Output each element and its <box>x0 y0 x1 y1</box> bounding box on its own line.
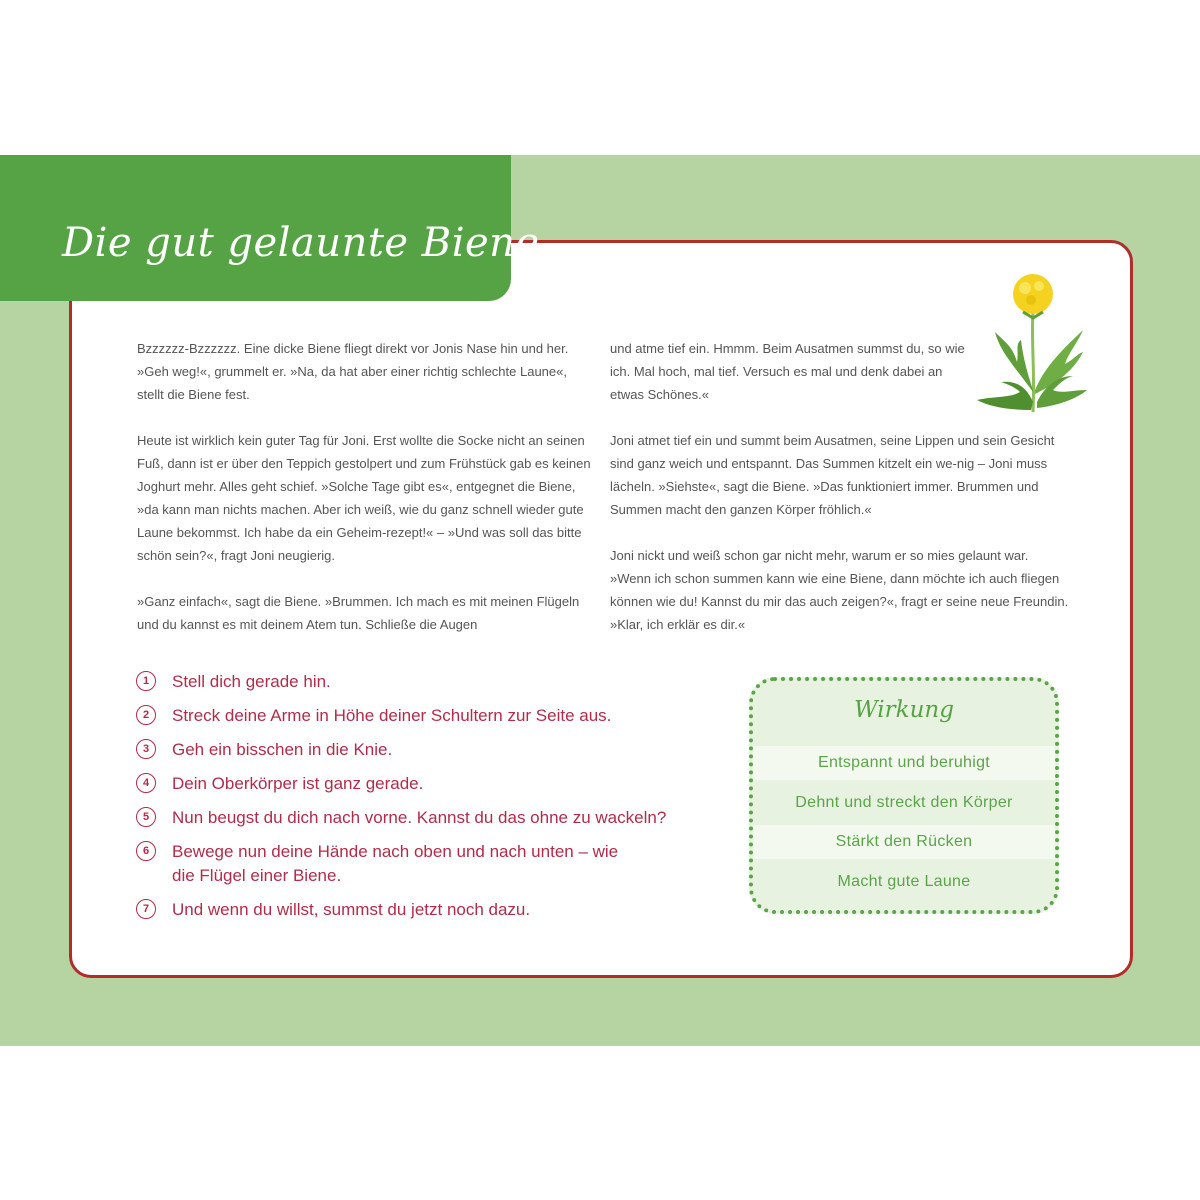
story-paragraph: Joni nickt und weiß schon gar nicht mehr, warum er so mies gelaunt war. »Wenn ich schon summen kann wie eine Biene, dann möchte ich auch fliegen können wie du! Kannst du mir das auch zeigen?«, fragt er seine neue Freundin. »Klar, ich erklär es dir.« <box>610 548 1069 632</box>
list-item <box>136 840 632 888</box>
step-number: 4 <box>136 773 156 793</box>
dandelion-icon <box>965 272 1100 420</box>
step-number: 1 <box>136 671 156 691</box>
story-paragraph: Bzzzzzz-Bzzzzzz. Eine dicke Biene fliegt direkt vor Jonis Nase hin und her. »Geh weg!«, grummelt er. »Na, da hat aber einer richtig schlechte Laune«, stellt die Biene fest. <box>137 341 569 402</box>
list-item <box>136 670 716 694</box>
story-paragraph: und atme tief ein. Hmmm. Beim Ausatmen summst du, so wie ich. Mal hoch, mal tief. Versuch es mal und denk dabei an etwas Schönes.« <box>610 341 965 402</box>
story-paragraph: Joni atmet tief ein und summt beim Ausatmen, seine Lippen und sein Gesicht sind ganz weich und entspannt. Das Summen kitzelt ein we-nig – Joni muss lächeln. »Siehste«, sagt die Biene. »Das funktioniert immer. Brummen und Summen macht den ganzen Körper fröhlich.« <box>610 433 1055 517</box>
step-number: 6 <box>136 841 156 861</box>
step-text: Geh ein bisschen in die Knie. <box>172 740 393 759</box>
list-item <box>136 704 716 728</box>
step-text: Nun beugst du dich nach vorne. Kannst du das ohne zu wackeln? <box>172 808 667 827</box>
wirkung-item: Stärkt den Rücken <box>753 825 1055 859</box>
instruction-list <box>136 670 716 932</box>
step-text: Und wenn du willst, summst du jetzt noch dazu. <box>172 900 531 919</box>
story-column-left <box>137 337 592 659</box>
story-paragraph: »Ganz einfach«, sagt die Biene. »Brummen. Ich mach es mit meinen Flügeln und du kannst es mit deinem Atem tun. Schließe die Augen <box>137 594 580 632</box>
step-text: Stell dich gerade hin. <box>172 672 331 691</box>
wirkung-item: Entspannt und beruhigt <box>753 746 1055 780</box>
wirkung-item: Macht gute Laune <box>837 873 971 890</box>
step-number: 7 <box>136 899 156 919</box>
step-number: 3 <box>136 739 156 759</box>
step-number: 2 <box>136 705 156 725</box>
wirkung-item: Dehnt und streckt den Körper <box>795 794 1013 811</box>
list-item <box>136 772 716 796</box>
list-item <box>136 898 716 922</box>
list-item <box>136 806 716 830</box>
page-title: Die gut gelaunte Biene <box>62 220 540 266</box>
step-text: Dein Oberkörper ist ganz gerade. <box>172 774 424 793</box>
step-text: Streck deine Arme in Höhe deiner Schultern zur Seite aus. <box>172 706 612 725</box>
step-number: 5 <box>136 807 156 827</box>
step-text: Bewege nun deine Hände nach oben und nach unten – wie die Flügel einer Biene. <box>172 842 619 885</box>
story-paragraph: Heute ist wirklich kein guter Tag für Joni. Erst wollte die Socke nicht an seinen Fuß, dann ist er über den Teppich gestolpert und zum Frühstück gab es keinen Joghurt mehr. Alles geht schief. »Solche Tage gibt es«, entgegnet die Biene, »da kann man nichts machen. Aber ich weiß, wie du ganz schnell wieder gute Laune bekommst. Ich habe da ein Geheim-rezept!« – »Und was soll das bitte schön sein?«, fragt Joni neugierig. <box>137 433 591 563</box>
wirkung-title: Wirkung <box>854 697 954 723</box>
wirkung-box <box>749 677 1059 914</box>
list-item <box>136 738 716 762</box>
